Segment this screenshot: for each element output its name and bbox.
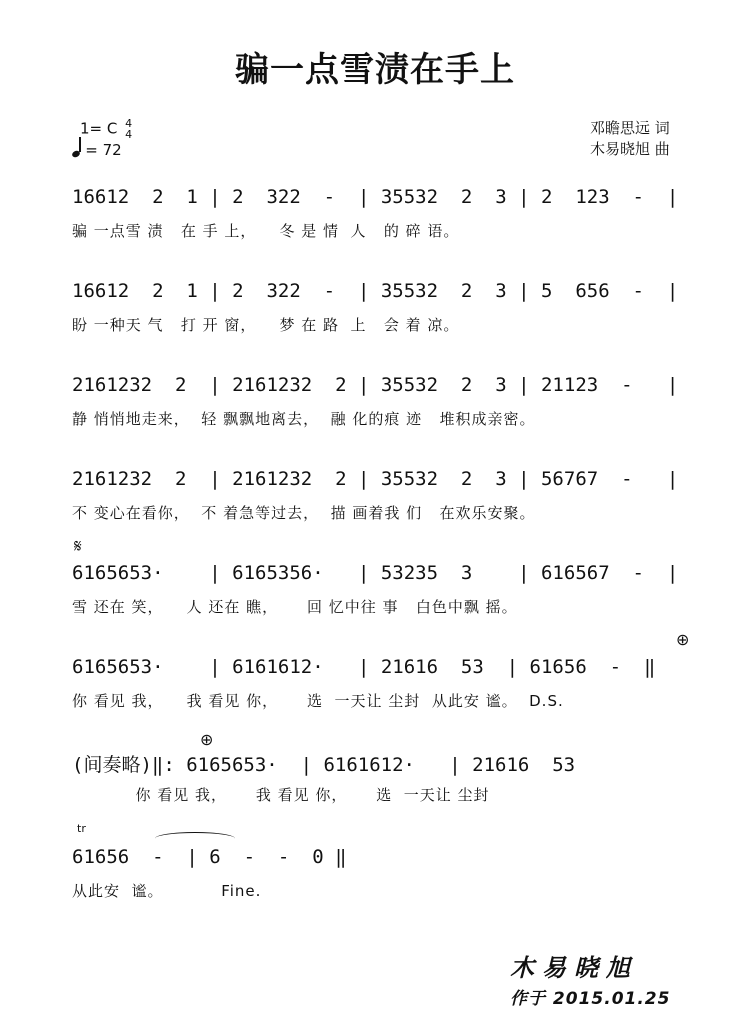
segno-icon: 𝄋 bbox=[74, 536, 82, 557]
lyrics: 从此安 谧。 Fine. bbox=[72, 882, 262, 900]
trill-mark: tr bbox=[77, 822, 86, 835]
notes: 61656 - | 6 - - 0 ‖ bbox=[72, 846, 347, 868]
notes: 2161232 2 | 2161232 2 | 35532 2 3 | 56767 - | bbox=[72, 468, 679, 490]
key-signature bbox=[80, 118, 132, 140]
signature: 木易晓旭 bbox=[510, 954, 638, 982]
lyrics: 雪 还在 笑， 人 还在 瞧， 回 忆中往 事 白色中飘 摇。 bbox=[72, 598, 518, 616]
credits bbox=[590, 118, 670, 160]
date-stamp: 作于 2015.01.25 bbox=[510, 989, 671, 1009]
coda-icon: ⊕ bbox=[676, 630, 690, 649]
notes: 6165653· | 6161612· | 21616 53 | 61656 - ‖ bbox=[72, 656, 656, 678]
time-signature bbox=[125, 118, 132, 140]
coda-icon: ⊕ bbox=[200, 730, 214, 749]
notes: (间奏略)‖: 6165653· | 6161612· | 21616 53 bbox=[72, 754, 576, 776]
notes: 6165653· | 6165356· | 53235 3 | 616567 - | bbox=[72, 562, 679, 584]
song-title: 骗一点雪渍在手上 bbox=[235, 50, 515, 90]
lyricist: 邓瞻思远 词 bbox=[590, 119, 670, 137]
tie-slur bbox=[155, 832, 235, 845]
note-stem bbox=[79, 137, 81, 152]
lyrics: 骗 一点雪 渍 在 手 上， 冬 是 情 人 的 碎 语。 bbox=[72, 222, 460, 240]
lyrics: 你 看见 我， 我 看见 你， 选 一天让 尘封 从此安 谧。 D.S. bbox=[72, 692, 564, 710]
lyrics: 你 看见 我， 我 看见 你， 选 一天让 尘封 bbox=[72, 786, 490, 804]
key-label: 1= C bbox=[80, 119, 118, 138]
time-bottom: 4 bbox=[125, 128, 133, 141]
notes: 2161232 2 | 2161232 2 | 35532 2 3 | 21123 - | bbox=[72, 374, 679, 396]
lyrics: 盼 一种天 气 打 开 窗， 梦 在 路 上 会 着 凉。 bbox=[72, 316, 460, 334]
lyrics: 不 变心在看你， 不 着急等过去， 描 画着我 们 在欢乐安聚。 bbox=[72, 504, 536, 522]
notes: 16612 2 1 | 2 322 - | 35532 2 3 | 5 656 - | bbox=[72, 280, 679, 302]
composer: 木易晓旭 曲 bbox=[590, 140, 670, 158]
tempo-marking bbox=[72, 140, 122, 159]
time-top: 4 bbox=[125, 117, 133, 130]
lyrics: 静 悄悄地走来， 轻 飘飘地离去， 融 化的痕 迹 堆积成亲密。 bbox=[72, 410, 536, 428]
tempo-value: = 72 bbox=[85, 141, 122, 159]
notes: 16612 2 1 | 2 322 - | 35532 2 3 | 2 123 - | bbox=[72, 186, 679, 208]
